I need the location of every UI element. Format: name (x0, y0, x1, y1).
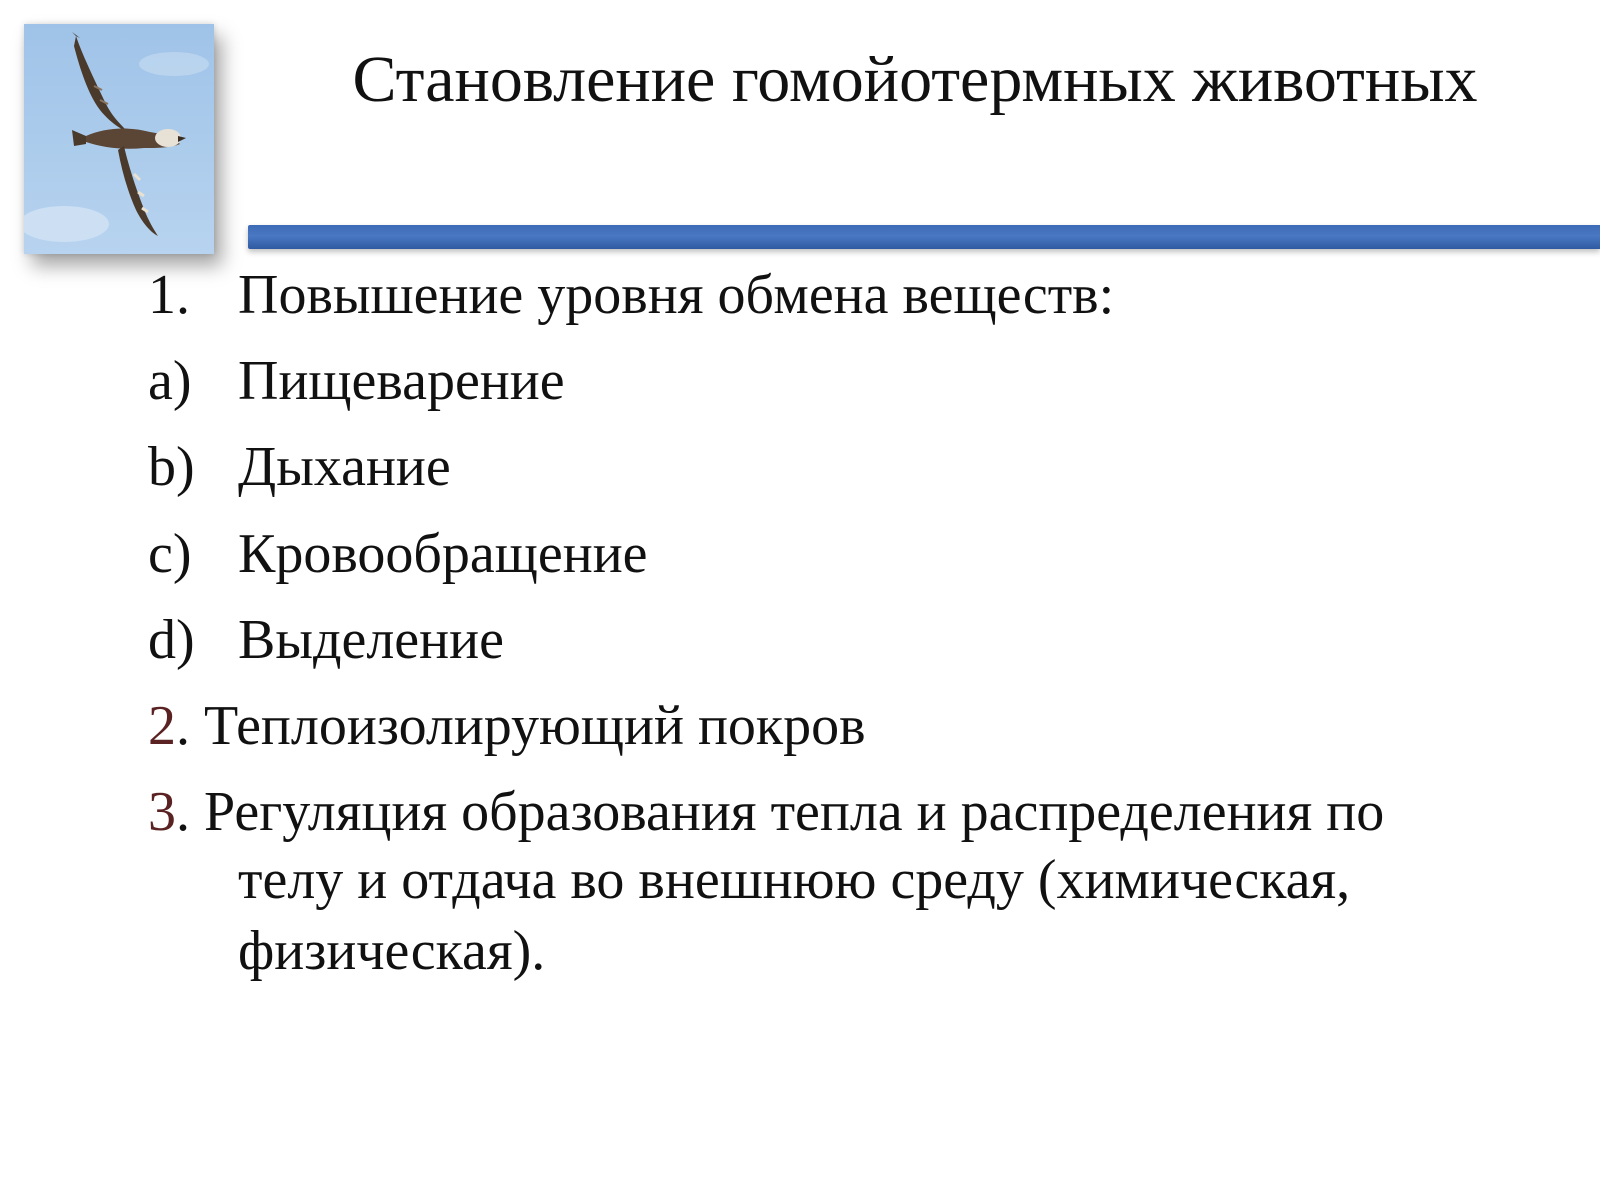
list-marker: a) (148, 350, 192, 413)
list-marker: d) (148, 608, 195, 671)
list-item-text: Повышение уровня обмена веществ: (238, 264, 1115, 326)
list-item (148, 607, 1568, 674)
list-item (148, 434, 1568, 501)
point-2-number: 2 (148, 694, 176, 757)
point-2-text: . Теплоизолирующий покров (176, 694, 866, 757)
list-item (148, 521, 1568, 588)
list-item-text: Пищеварение (238, 350, 565, 413)
slide-title: Становление гомойотермных животных (352, 43, 1478, 116)
list-marker: 1. (148, 264, 190, 326)
title-divider (248, 225, 1600, 249)
list-item-text: Выделение (238, 608, 504, 671)
bird-photo (24, 24, 214, 254)
list-item (148, 262, 1568, 329)
point-3-line-2: телу и отдача во внешнюю среду (химическая, (238, 849, 1351, 912)
list-item-text: Дыхание (238, 436, 451, 499)
point-3-line-1: . Регуляция образования тепла и распределения по (176, 781, 1385, 844)
point-3-number: 3 (148, 781, 176, 844)
list-item-text: Кровообращение (238, 522, 648, 585)
slide-body (148, 262, 1568, 1007)
point-3-line-3: физическая). (238, 920, 546, 983)
list-marker: c) (148, 522, 192, 585)
point-2 (148, 693, 1568, 760)
list-marker: b) (148, 436, 195, 499)
soaring-bird-photo-icon (24, 24, 214, 254)
point-3 (148, 779, 1568, 988)
list-item (148, 348, 1568, 415)
